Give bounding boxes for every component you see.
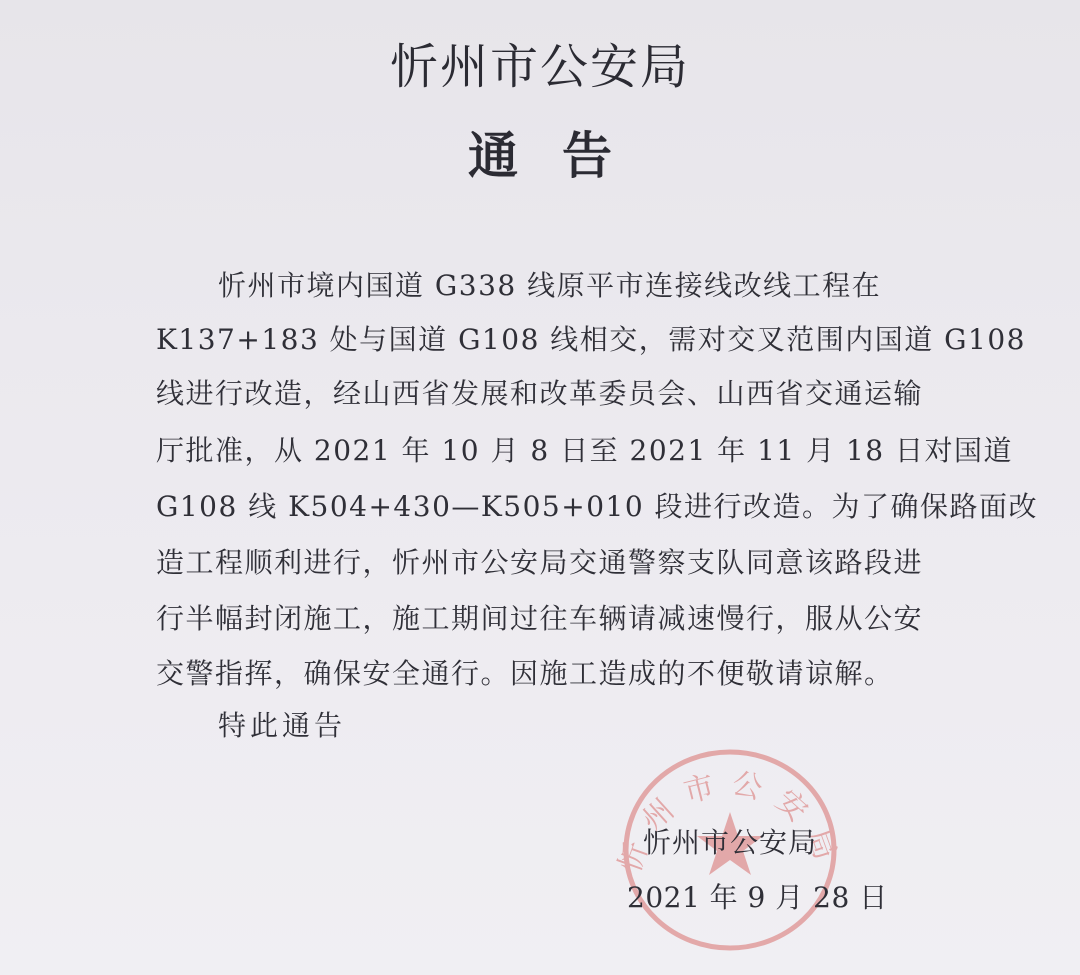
body-paragraph-line: 行半幅封闭施工，施工期间过往车辆请减速慢行，服从公安 bbox=[156, 602, 924, 635]
body-paragraph-line: 造工程顺利进行，忻州市公安局交通警察支队同意该路段进 bbox=[156, 546, 924, 579]
body-paragraph-line: 线进行改造，经山西省发展和改革委员会、山西省交通运输 bbox=[156, 377, 924, 410]
closing-statement: 特此通告 bbox=[218, 709, 347, 742]
issuing-organization-header: 忻州市公安局 bbox=[389, 39, 690, 95]
document-title: 通告 bbox=[468, 127, 656, 185]
body-paragraph-line: 交警指挥，确保安全通行。因施工造成的不便敬请谅解。 bbox=[156, 657, 894, 690]
signature-date: 2021 年 9 月 28 日 bbox=[627, 881, 888, 914]
body-paragraph-line: G108 线 K504+430—K505+010 段进行改造。为了确保路面改 bbox=[156, 490, 1039, 523]
svg-text:忻州市公安局: 忻州市公安局 bbox=[612, 765, 848, 878]
signature-organization: 忻州市公安局 bbox=[643, 826, 818, 859]
body-paragraph-line: 厅批准，从 2021 年 10 月 8 日至 2021 年 11 月 18 日对国道 bbox=[156, 434, 1014, 467]
body-paragraph-line: 忻州市境内国道 G338 线原平市连接线改线工程在 bbox=[218, 269, 882, 302]
body-paragraph-line: K137+183 处与国道 G108 线相交，需对交叉范围内国道 G108 bbox=[156, 323, 1026, 356]
